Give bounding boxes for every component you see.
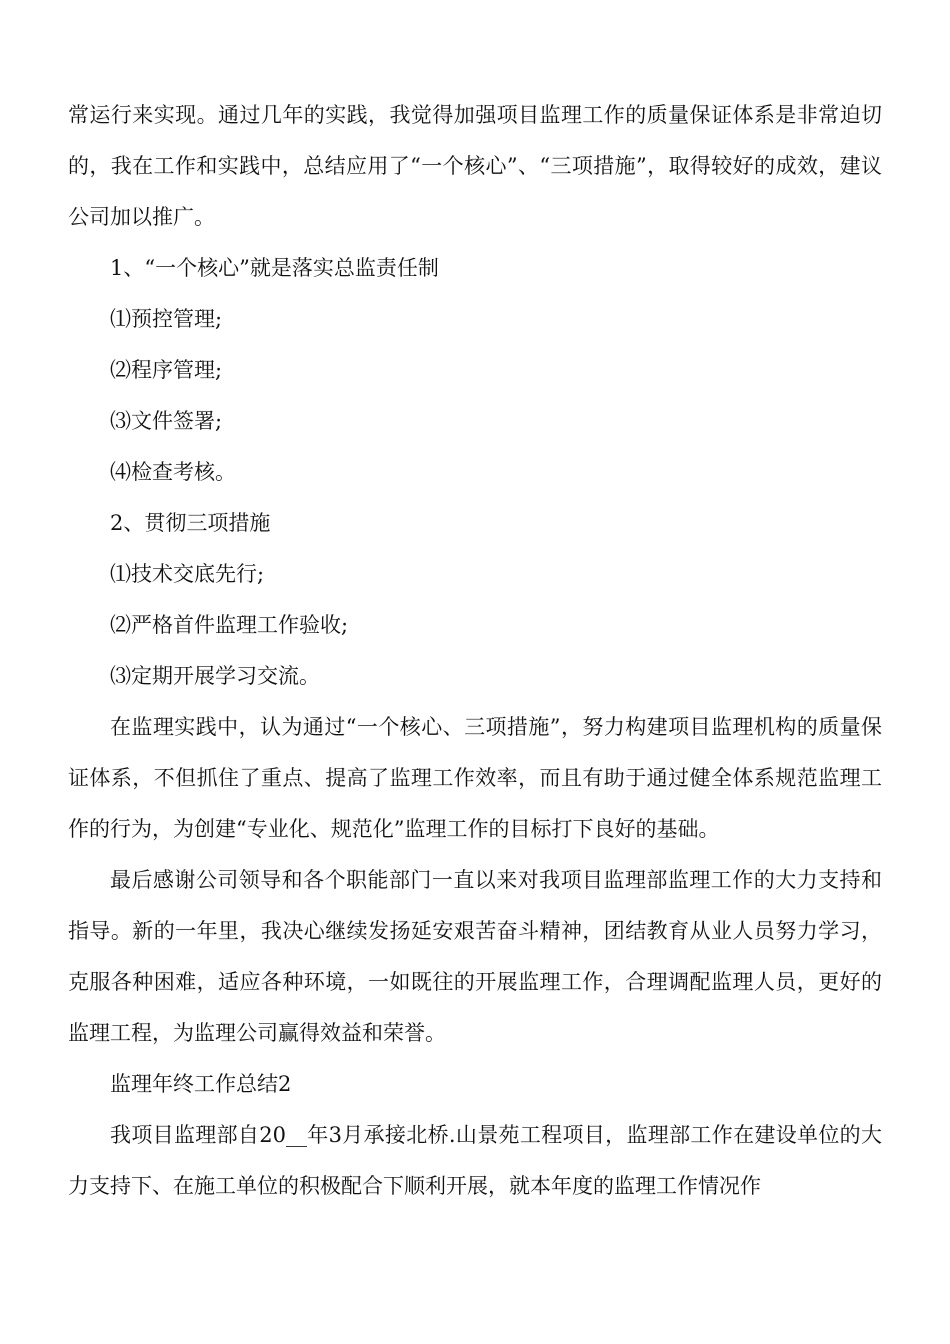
paragraph: 我项目监理部自20__年3月承接北桥.山景苑工程项目，监理部工作在建设单位的大力支持下、在施工单位的积极配合下顺利开展，就本年度的监理工作情况作 <box>68 1123 882 1198</box>
list-item: ⑴技术交底先行; <box>110 562 265 586</box>
list-item: ⑶文件签署; <box>110 409 223 433</box>
section-title: 监理年终工作总结2 <box>110 1072 292 1096</box>
list-item: ⑵严格首件监理工作验收; <box>110 613 349 637</box>
list-item: ⑵程序管理; <box>110 358 223 382</box>
paragraph: 在监理实践中，认为通过“一个核心、三项措施”，努力构建项目监理机构的质量保证体系，不但抓住了重点、提高了监理工作效率，而且有助于通过健全体系规范监理工作的行为，为创建“专业化、规范化”监理工作的目标打下良好的基础。 <box>68 715 882 841</box>
list-item: ⑶定期开展学习交流。 <box>110 664 320 688</box>
document-body <box>68 90 882 1212</box>
section-heading-three-measures: 2、贯彻三项措施 <box>110 511 271 535</box>
list-item: ⑷检查考核。 <box>110 460 236 484</box>
paragraph-continuation: 常运行来实现。通过几年的实践，我觉得加强项目监理工作的质量保证体系是非常迫切的，我在工作和实践中，总结应用了“一个核心”、“三项措施”，取得较好的成效，建议公司加以推广。 <box>68 103 882 229</box>
list-item: ⑴预控管理; <box>110 307 223 331</box>
paragraph: 最后感谢公司领导和各个职能部门一直以来对我项目监理部监理工作的大力支持和指导。新的一年里，我决心继续发扬延安艰苦奋斗精神，团结教育从业人员努力学习，克服各种困难，适应各种环境，一如既往的开展监理工作，合理调配监理人员，更好的监理工程，为监理公司赢得效益和荣誉。 <box>68 868 882 1045</box>
section-heading-one-core: 1、“一个核心”就是落实总监责任制 <box>110 256 439 280</box>
